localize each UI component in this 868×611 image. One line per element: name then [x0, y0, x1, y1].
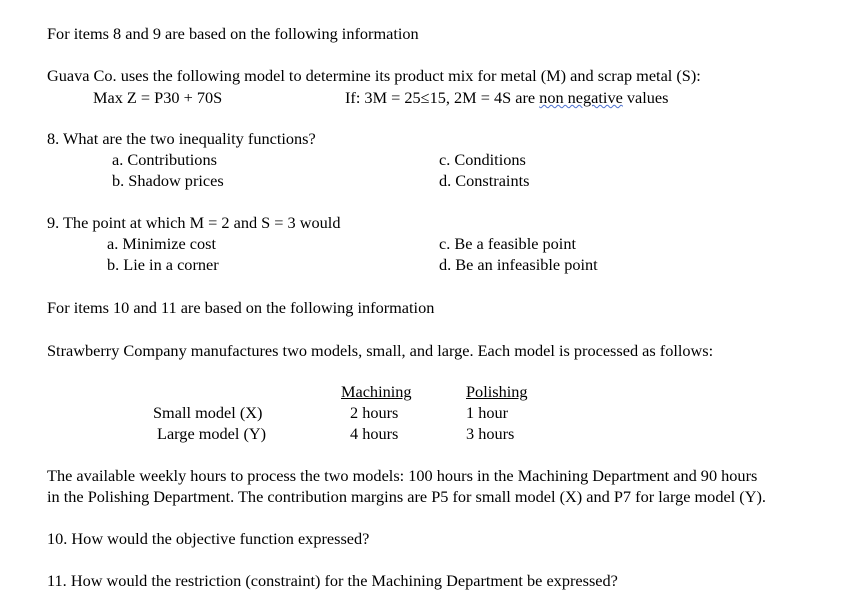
small-machining: 2 hours	[350, 403, 399, 422]
q8-option-a: a. Contributions	[112, 150, 217, 169]
question-8: 8. What are the two inequality functions?	[47, 129, 316, 148]
condition-prefix: If: 3M = 25≤15, 2M = 4S are	[345, 88, 540, 107]
objective-function: Max Z = P30 + 70S	[93, 88, 223, 107]
q9-option-c: c. Be a feasible point	[439, 234, 576, 253]
paragraph-line-1: The available weekly hours to process the two models: 100 hours in the Machining Department and 90 hours	[47, 466, 758, 485]
condition-line	[345, 88, 668, 108]
spellcheck-word: non negative	[539, 88, 623, 107]
q8-option-c: c. Conditions	[439, 150, 526, 169]
paragraph-line-2: in the Polishing Department. The contribution margins are P5 for small model (X) and P7 for large model (Y).	[47, 487, 766, 506]
question-11: 11. How would the restriction (constraint) for the Machining Department be expressed?	[47, 571, 618, 590]
q9-option-a: a. Minimize cost	[107, 234, 216, 253]
large-machining: 4 hours	[350, 424, 399, 443]
intro-items-8-9: For items 8 and 9 are based on the following information	[47, 24, 419, 43]
q9-option-d: d. Be an infeasible point	[439, 255, 598, 274]
guava-description: Guava Co. uses the following model to determine its product mix for metal (M) and scrap metal (S):	[47, 66, 701, 85]
q8-option-d: d. Constraints	[439, 171, 530, 190]
intro-items-10-11: For items 10 and 11 are based on the following information	[47, 298, 435, 317]
q9-option-b: b. Lie in a corner	[107, 255, 219, 274]
row-label-large: Large model (Y)	[157, 424, 267, 443]
small-polishing: 1 hour	[466, 403, 509, 422]
header-machining: Machining	[341, 382, 412, 401]
q8-option-b: b. Shadow prices	[112, 171, 224, 190]
large-polishing: 3 hours	[466, 424, 515, 443]
question-9: 9. The point at which M = 2 and S = 3 would	[47, 213, 341, 232]
question-10: 10. How would the objective function expressed?	[47, 529, 370, 548]
row-label-small: Small model (X)	[153, 403, 263, 422]
header-polishing: Polishing	[466, 382, 528, 401]
strawberry-description: Strawberry Company manufactures two models, small, and large. Each model is processed as follows:	[47, 341, 714, 360]
condition-suffix: values	[622, 88, 669, 107]
